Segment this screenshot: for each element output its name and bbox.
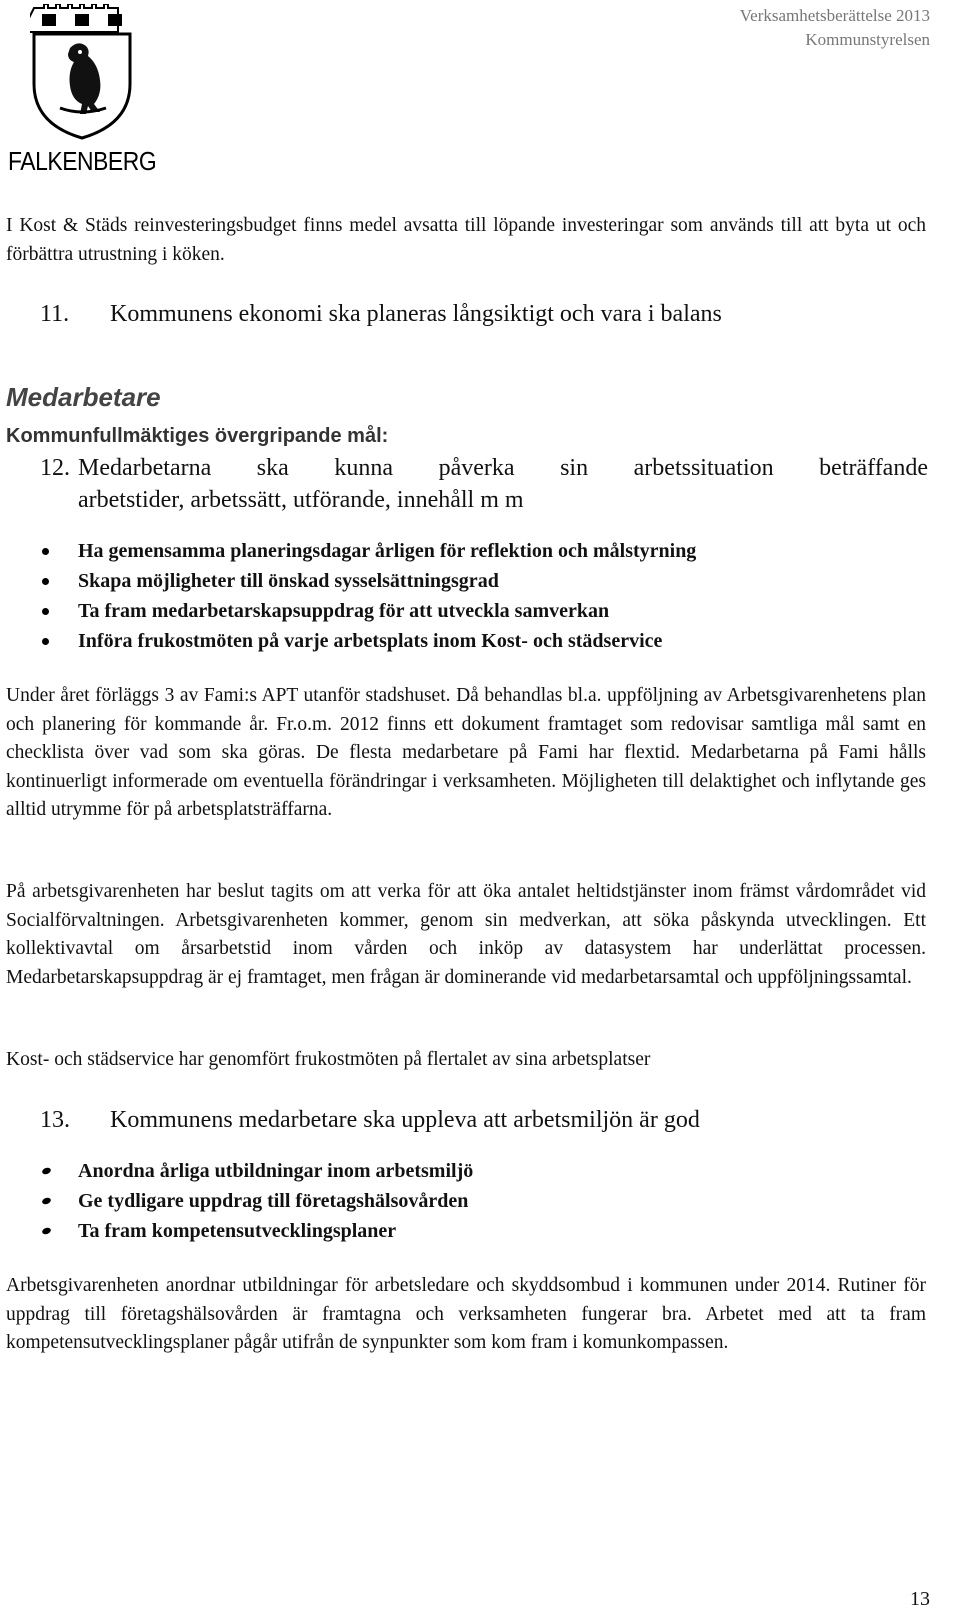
section-title: Medarbetare [6,382,161,412]
paragraph-kost: Kost- och städservice har genomfört frukostmöten på flertalet av sina arbetsplatser [6,1049,651,1070]
goal-number: 13. [40,1107,70,1133]
logo-wordmark: FALKENBERG [8,146,157,176]
goal-text-line-2: arbetstider, arbetssätt, utförande, innehåll m m [78,487,524,513]
list-item: Ha gemensamma planeringsdagar årligen för reflektion och målstyrning [40,536,900,566]
bullet-icon [41,1167,52,1176]
bullet-icon [42,578,49,585]
municipal-coat-of-arms [8,4,158,176]
falcon-crest-icon [30,4,134,140]
bullet-icon [42,608,49,615]
paragraph-fami: Under året förläggs 3 av Fami:s APT utanför stadshuset. Då behandlas bl.a. uppföljning av Arbetsgivarenhetens plan och planering för kommande år. Fr.o.m. 2012 finns ett dokument framtaget som redovisar samtliga mål samt en checklista över vad som ska göras. De flesta medarbetare på Fami har flextid. Medarbetarna på Fami hålls kontinuerligt informerade om eventuella förändringar i verksamheten. Möjligheten till delaktighet och inflytande ges alltid utrymme för på arbetsplatsträffarna. [6,685,926,820]
goal-12-heading [40,452,928,516]
bullet-icon [41,1197,52,1206]
bullet-icon [42,548,49,555]
goal-11-heading [40,298,722,330]
goal-text: Kommunens ekonomi ska planeras långsiktigt och vara i balans [110,301,722,327]
goal-text: Kommunens medarbetare ska uppleva att arbetsmiljön är god [110,1107,700,1133]
list-item: Skapa möjligheter till önskad sysselsättningsgrad [40,566,900,596]
goal-number: 12. [40,455,70,481]
goal-text-line-1: Medarbetarna ska kunna påverka sin arbetssituation beträffande [78,455,928,481]
list-item: Anordna årliga utbildningar inom arbetsmiljö [40,1156,900,1186]
goal-13-heading [40,1104,700,1136]
list-item: Ta fram kompetensutvecklingsplaner [40,1216,900,1246]
page-header [740,4,930,52]
action-list-goal-12 [40,536,900,656]
paragraph-final: Arbetsgivarenheten anordnar utbildningar för arbetsledare och skyddsombud i kommunen under 2014. Rutiner för uppdrag till företagshälsovården är framtagna och verksamheten fungerar bra. Arbetet med att ta fram kompetensutvecklingsplaner pågår utifrån de synpunkter som kom fram i komunkompassen. [6,1275,926,1353]
list-item: Ge tydligare uppdrag till företagshälsovården [40,1186,900,1216]
bullet-icon [42,638,49,645]
list-item: Ta fram medarbetarskapsuppdrag för att utveckla samverkan [40,596,900,626]
section-subheading: Kommunfullmäktiges övergripande mål: [6,425,389,447]
action-list-goal-13 [40,1156,900,1246]
department-name: Kommunstyrelsen [805,30,930,49]
page-number: 13 [910,1588,930,1610]
bullet-icon [41,1227,52,1236]
report-title: Verksamhetsberättelse 2013 [739,6,930,25]
intro-paragraph: I Kost & Städs reinvesteringsbudget finns medel avsatta till löpande investeringar som används till att byta ut och förbättra utrustning i köken. [6,215,926,265]
list-item: Införa frukostmöten på varje arbetsplats inom Kost- och städservice [40,626,900,656]
paragraph-arbetsgivarenheten: På arbetsgivarenheten har beslut tagits om att verka för att öka antalet heltidstjänster inom främst vårdområdet vid Socialförvaltningen. Arbetsgivarenheten kommer, genom sin medverkan, att söka påskynda utvecklingen. Ett kollektivavtal om årsarbetstid inom vården och inköp av datasystem har underlättat processen. Medarbetarskapsuppdrag är ej framtaget, men frågan är dominerande vid medarbetarsamtal och uppföljningssamtal. [6,881,926,988]
goal-number: 11. [40,301,70,327]
